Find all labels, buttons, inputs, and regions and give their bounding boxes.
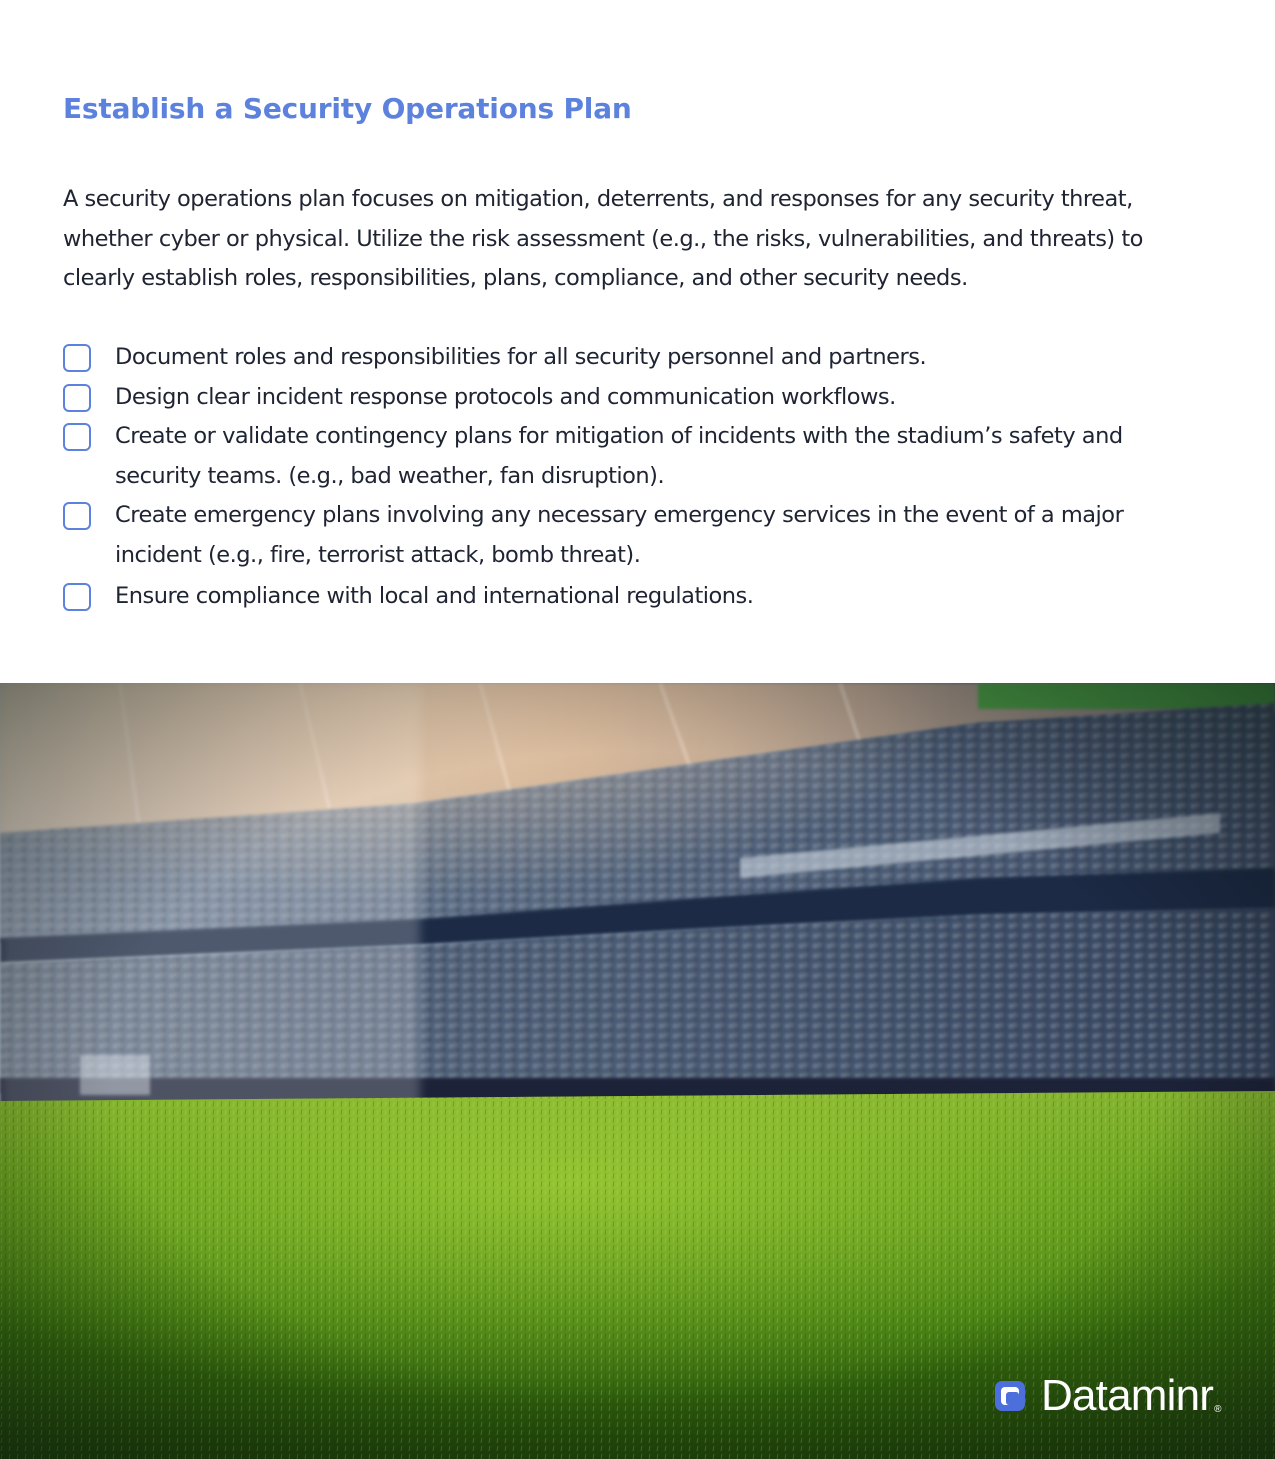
checkbox[interactable] (63, 384, 91, 412)
checklist-item (63, 378, 1213, 418)
checklist-item (63, 496, 1213, 575)
checklist (63, 338, 1213, 617)
stadium-illustration (0, 683, 1275, 1459)
intro-paragraph: A security operations plan focuses on mitigation, deterrents, and responses for any security threat, whether cyber or physical. Utilize the risk assessment (e.g., the risks, vulnerabilities, and threats) to clearly establish roles, responsibilities, plans, compliance, and other security needs. (63, 186, 1143, 291)
registered-mark: ® (1214, 1404, 1222, 1415)
checklist-item (63, 338, 1213, 378)
checkbox[interactable] (63, 502, 91, 530)
section-title: Establish a Security Operations Plan (63, 92, 632, 125)
checklist-item-text: Ensure compliance with local and international regulations. (115, 583, 754, 609)
checklist-item (63, 577, 1213, 617)
checklist-item-text: Design clear incident response protocols and communication workflows. (115, 383, 896, 410)
checklist-item-text: Create emergency plans involving any necessary emergency services in the event of a major incident (e.g., fire, terrorist attack, bomb threat). (115, 502, 1124, 568)
dataminr-logo (992, 1373, 1221, 1419)
logo-wordmark: Dataminr (1041, 1371, 1214, 1420)
stadium-photo (0, 683, 1275, 1459)
checkbox[interactable] (63, 344, 91, 372)
checkbox[interactable] (63, 583, 91, 611)
checklist-item (63, 417, 1213, 496)
checkbox[interactable] (63, 423, 91, 451)
checklist-item-text: Create or validate contingency plans for mitigation of incidents with the stadium’s safety and security teams. (e.g., bad weather, fan disruption). (115, 423, 1123, 489)
checklist-item-text: Document roles and responsibilities for all security personnel and partners. (115, 344, 927, 370)
dataminr-logo-icon (992, 1378, 1028, 1414)
